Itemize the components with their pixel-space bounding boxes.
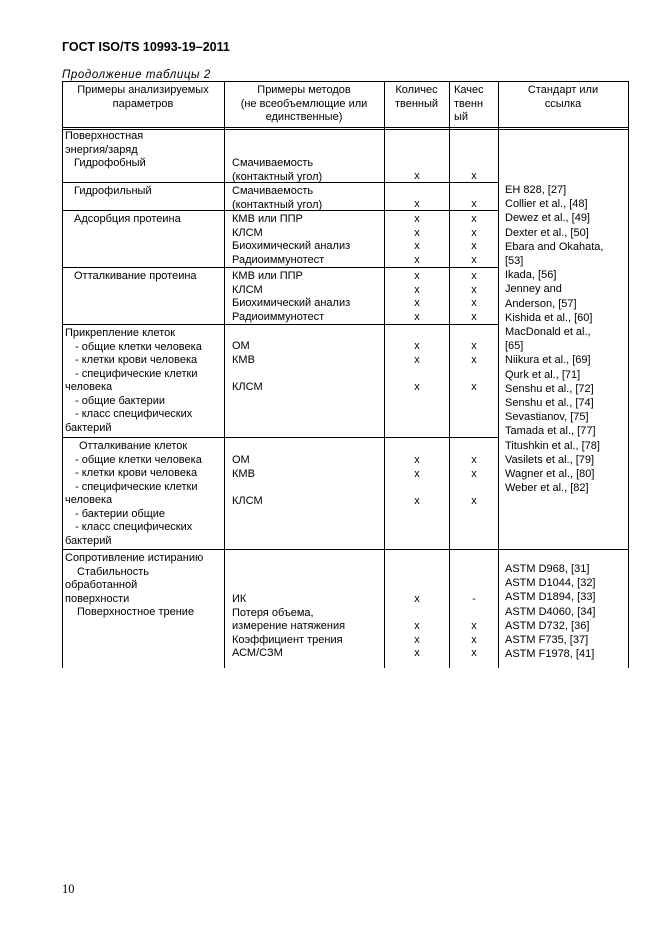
table-border-top (62, 81, 629, 82)
cell-attachment-qual-mark-3: x (471, 381, 477, 393)
header-quantitative: Количес твенный (394, 84, 439, 110)
table-caption: Продолжение таблицы 2 (62, 69, 211, 81)
column-divider-ref (498, 81, 499, 668)
header-qualitative: Качес твенн ый (454, 84, 484, 123)
row-line-protein-repulsion (62, 324, 498, 325)
hydrophobic-methods: Смачиваемость (контактный угол) (232, 157, 323, 183)
cell-attachment-method-om: ОМ (232, 340, 250, 352)
abrasion-qual-mark-4: x (471, 647, 477, 659)
cell-repulsion-method-kmv: КМВ (232, 468, 255, 480)
row-line-protein-adsorption (62, 267, 498, 268)
references-upper: EH 828, [27] Collier et al., [48] Dewez et al., [49] Dexter et al., [50] Ebara and Okahata, [53] Ikada, [56] Jenney and Anderson, [57] Kishida et al., [60] MacDonald et al., [65] Niikura et al., [69] Qurk et al., [71] Senshu et al., [72] Senshu et al., [74] Sevastianov, [75] Tamada et al., [77] Titushkin et al., [78] Vasilets et al., [79] Wagner et al., [80] Weber et al., [82] (505, 184, 604, 495)
cell-attachment-quant-mark-3: x (414, 381, 420, 393)
protein-adsorption-quant-marks: x x x x (414, 213, 420, 266)
column-divider-methods (224, 81, 225, 668)
abrasion-quant-mark-4: x (414, 647, 420, 659)
surface-section-title: Поверхностная энергия/заряд (65, 130, 144, 156)
hydrophilic-qual-mark: x (471, 198, 477, 210)
cell-repulsion-quant-mark-3: x (414, 495, 420, 507)
cell-attachment-quant-mark-2: x (414, 354, 420, 366)
hydrophobic-label: Гидрофобный (74, 157, 146, 169)
abrasion-qual-mark-2: x (471, 620, 477, 632)
abrasion-params: Сопротивление истиранию Стабильность обработанной поверхности Поверхностное трение (65, 552, 204, 618)
header-methods: Примеры методов (не всеобъемлющие или единственные) (240, 84, 368, 123)
page-number: 10 (62, 882, 75, 896)
protein-repulsion-label: Отталкивание протеина (74, 270, 197, 282)
cell-attachment-method-kmv: КМВ (232, 354, 255, 366)
references-abrasion: ASTM D968, [31] ASTM D1044, [32] ASTM D1894, [33] ASTM D4060, [34] ASTM D732, [36] ASTM F735, [37] ASTM F1978, [41] (505, 563, 596, 661)
protein-adsorption-label: Адсорбция протеина (74, 213, 181, 225)
cell-attachment-quant-mark-1: x (414, 340, 420, 352)
header-separator-second (62, 129, 629, 130)
header-reference: Стандарт или ссылка (527, 84, 599, 110)
protein-repulsion-methods: КМВ или ППР КЛСМ Биохимический анализ Радиоиммунотест (232, 270, 351, 323)
table-border-left (62, 81, 63, 668)
abrasion-quant-mark-1: x (414, 593, 420, 605)
abrasion-quant-mark-2: x (414, 620, 420, 632)
cell-repulsion-qual-mark-2: x (471, 468, 477, 480)
cell-repulsion-quant-mark-2: x (414, 468, 420, 480)
cell-attachment-qual-mark-2: x (471, 354, 477, 366)
abrasion-methods: ИК Потеря объема, измерение натяжения Коэффициент трения АСМ/СЗМ (232, 593, 346, 659)
row-line-cell-attachment (62, 437, 498, 438)
hydrophilic-quant-mark: x (414, 198, 420, 210)
abrasion-quant-mark-3: x (414, 634, 420, 646)
document-header: ГОСТ ISO/TS 10993-19–2011 (62, 40, 230, 54)
cell-repulsion-qual-mark-3: x (471, 495, 477, 507)
hydrophilic-methods: Смачиваемость (контактный угол) (232, 185, 323, 211)
protein-repulsion-quant-marks: x x x x (414, 270, 420, 323)
abrasion-qual-mark-3: x (471, 634, 477, 646)
hydrophobic-qual-mark: x (471, 170, 477, 182)
column-divider-quant (384, 81, 385, 668)
cell-attachment-params: Прикрепление клеток - общие клетки человека - клетки крови человека - специфические клетки человека - общие бактерии - класс специфических бактерий (65, 327, 202, 434)
cell-repulsion-params: Отталкивание клеток - общие клетки человека - клетки крови человека - специфические клетки человека - бактерии общие - класс специфических бактерий (65, 440, 202, 547)
cell-repulsion-method-om: ОМ (232, 454, 250, 466)
protein-repulsion-qual-marks: x x x x (471, 270, 477, 323)
hydrophobic-quant-mark: x (414, 170, 420, 182)
header-params: Примеры анализируемых параметров (77, 84, 209, 110)
hydrophilic-label: Гидрофильный (74, 185, 152, 197)
cell-repulsion-qual-mark-1: x (471, 454, 477, 466)
protein-adsorption-qual-marks: x x x x (471, 213, 477, 266)
row-line-cell-repulsion (62, 549, 629, 550)
cell-attachment-method-klsm: КЛСМ (232, 381, 263, 393)
column-divider-qual (449, 81, 450, 668)
data-table (62, 81, 629, 668)
protein-adsorption-methods: КМВ или ППР КЛСМ Биохимический анализ Радиоиммунотест (232, 213, 351, 266)
table-border-right (628, 81, 629, 668)
abrasion-qual-mark-1: - (472, 593, 476, 605)
cell-attachment-qual-mark-1: x (471, 340, 477, 352)
header-separator (62, 127, 629, 128)
cell-repulsion-quant-mark-1: x (414, 454, 420, 466)
cell-repulsion-method-klsm: КЛСМ (232, 495, 263, 507)
